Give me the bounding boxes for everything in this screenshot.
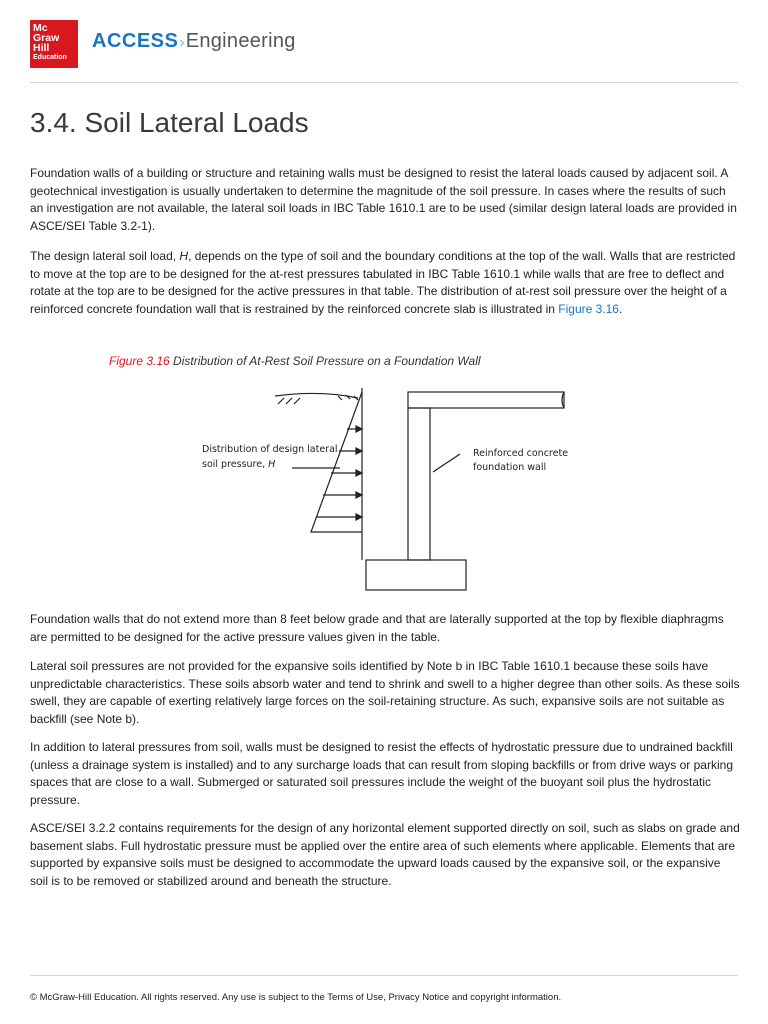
wall-footing [366, 560, 466, 590]
pressure-triangle [311, 392, 362, 532]
right-label-line-2: foundation wall [473, 462, 547, 473]
logo-line-2: Graw [33, 32, 60, 44]
paragraph-4: Lateral soil pressures are not provided for the expansive soils identified by Note b in IBC Table 1610.1 because these soils have unpredictable characteristics. These soils absorb water and tend to shrink and swell to a higher degree than other soils. As these soils swell, they are capable of exerting relatively large forces on the soil-retaining structure. As such, expansive soils are not suitable as backfill (see Note b). [30, 659, 740, 726]
page-title: 3.4. Soil Lateral Loads [30, 107, 309, 138]
figure-label: Figure 3.16 [109, 354, 170, 368]
ground-hatch [278, 398, 300, 404]
p2-text-b: , depends on the type of soil and the boundary conditions at the top of the wall. Walls that are restricted to move at the top are to be designed for the at-rest pressures tabulated in IBC Table 1610.1 while walls that are free to deflect and rotate at the top are to be designed for the active pressures in that table. The distribution of at-rest soil pressure over the height of a reinforced concrete foundation wall that is restrained by the reinforced concrete slab is illustrated in [30, 249, 736, 316]
paragraph-6: ASCE/SEI 3.2.2 contains requirements for the design of any horizontal element supported directly on soil, such as slabs on grade and basement slabs. Full hydrostatic pressure must be applied over the entire area of such elements where applicable. Elements that are supported by expansive soils must be designed to accommodate the upward loads caused by the expansive soil, or the expansive soil is to be removed or stabilized around and beneath the structure. [30, 821, 740, 888]
foundation-wall-diagram [190, 384, 580, 594]
figure-3-16-link[interactable]: Figure 3.16 [558, 301, 619, 316]
left-label-line-2 [202, 459, 275, 470]
logo-line-4: Education [33, 54, 67, 61]
brand-engineering: Engineering [185, 30, 296, 52]
right-label-line-1: Reinforced concrete [473, 448, 569, 459]
logo-line-1: Mc [33, 22, 48, 34]
pressure-arrow [356, 470, 362, 476]
foundation-wall-figure [190, 384, 580, 594]
figure-caption-text: Distribution of At-Rest Soil Pressure on a Foundation Wall [173, 354, 481, 368]
ground-line [275, 393, 358, 398]
header [30, 20, 738, 83]
paragraph-3: Foundation walls that do not extend more than 8 feet below grade and that are laterally supported at the top by flexible diaphragms are permitted to be designed for the active pressure values given in the table. [30, 612, 724, 644]
access-engineering-logo[interactable] [92, 30, 296, 53]
pressure-arrow [356, 492, 362, 498]
pressure-arrow [356, 448, 362, 454]
paragraph-1: Foundation walls of a building or structure and retaining walls must be designed to resist the lateral loads caused by adjacent soil. A geotechnical investigation is usually undertaken to determine the magnitude of the soil pressure. In cases where the results of such an investigation are not available, the lateral soil loads in IBC Table 1610.1 are to be used (similar design lateral loads are provided in ASCE/SEI Table 3.2-1). [30, 166, 737, 233]
brand-arrow-icon: › [179, 34, 185, 51]
concrete-slab [408, 392, 564, 408]
p2-var-h: H [179, 249, 189, 263]
logo-line-3: Hill [33, 42, 50, 54]
pressure-arrow [356, 426, 362, 432]
brand-access: ACCESS [92, 30, 179, 52]
mcgraw-hill-logo[interactable] [30, 20, 78, 68]
copyright-notice: © McGraw-Hill Education. All rights reserved. Any use is subject to the Terms of Use, Privacy Notice and copyright information. [30, 992, 562, 1003]
p2-text-end: . [618, 301, 623, 316]
figure-caption [109, 354, 481, 368]
p2-text-a: The design lateral soil load, [30, 249, 180, 263]
right-leader-line [433, 454, 460, 472]
left-label-prefix: soil pressure, [202, 459, 269, 470]
footer [30, 975, 738, 1003]
paragraph-2 [30, 248, 740, 318]
left-label-line-1: Distribution of design lateral [202, 444, 338, 455]
left-label-var: H [268, 459, 276, 470]
paragraph-5: In addition to lateral pressures from soil, walls must be designed to resist the effects of hydrostatic pressure due to undrained backfill (unless a drainage system is installed) and to any surcharge loads that can result from sloping backfills or from drive ways or parking spaces that are close to a wall. Submerged or saturated soil pressures include the weight of the buoyant soil plus the hydrostatic pressure. [30, 740, 733, 807]
pressure-arrow [356, 514, 362, 520]
foundation-wall [408, 408, 430, 560]
